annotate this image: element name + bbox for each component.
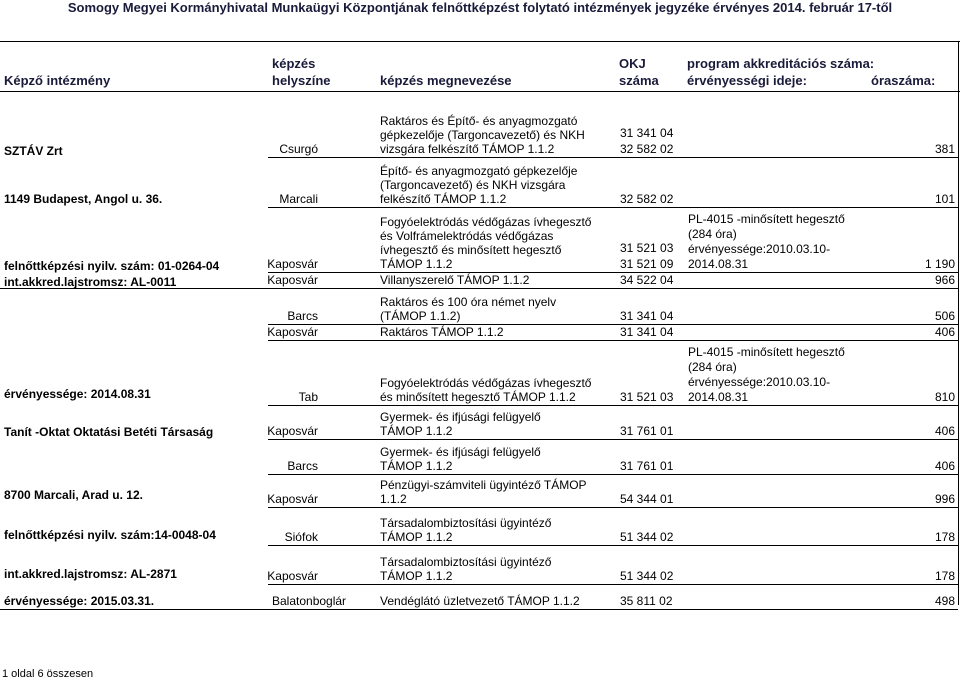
row-4-okj: 31 341 04 bbox=[620, 309, 674, 323]
inst2-name: Tanít -Oktat Oktatási Betéti Társaság bbox=[4, 425, 214, 439]
row-0-oraszam: 381 bbox=[934, 142, 955, 156]
row-2-megnevezes: és Volfrámelektródás védőgázas bbox=[380, 229, 554, 243]
row-separator bbox=[268, 324, 958, 325]
row-9-okj: 54 344 01 bbox=[620, 492, 674, 506]
row-0-megnevezes: Raktáros és Építő- és anyagmozgató bbox=[380, 114, 578, 128]
row-3-okj: 34 522 04 bbox=[620, 273, 674, 287]
row-separator bbox=[268, 609, 958, 610]
row-12-oraszam: 498 bbox=[934, 594, 955, 608]
header-akkred-line1: program akkreditációs száma: bbox=[687, 56, 875, 71]
row-2-helyszin: Kaposvár bbox=[267, 257, 318, 271]
row-10-helyszin: Siófok bbox=[284, 530, 318, 544]
header-okj-line2: száma bbox=[619, 73, 659, 88]
header-helyszin-line1: képzés bbox=[272, 56, 316, 71]
row-7-megnevezes: TÁMOP 1.1.2 bbox=[380, 424, 453, 438]
row-4-megnevezes: Raktáros és 100 óra német nyelv bbox=[380, 295, 557, 309]
row-1-helyszin: Marcali bbox=[279, 192, 318, 206]
row-separator bbox=[268, 507, 958, 508]
row-separator bbox=[268, 288, 958, 289]
row-6-akkred: PL-4015 -minősített hegesztő bbox=[688, 345, 845, 359]
row-2-akkred: érvényessége:2010.03.10- bbox=[688, 242, 831, 256]
header-oraszam: óraszáma: bbox=[871, 73, 936, 88]
row-7-helyszin: Kaposvár bbox=[267, 424, 318, 438]
row-6-okj: 31 521 03 bbox=[620, 390, 674, 404]
table-right-border bbox=[958, 41, 959, 605]
row-6-megnevezes: és minősített hegesztő TÁMOP 1.1.2 bbox=[380, 390, 576, 404]
row-separator bbox=[268, 405, 958, 406]
row-11-megnevezes: TÁMOP 1.1.2 bbox=[380, 569, 453, 583]
row-8-helyszin: Barcs bbox=[287, 459, 318, 473]
row-10-oraszam: 178 bbox=[934, 530, 955, 544]
row-10-megnevezes: Társadalombiztosítási ügyintéző bbox=[380, 516, 552, 530]
row-6-oraszam: 810 bbox=[934, 390, 955, 404]
header-kepzo-intezmeny: Képző intézmény bbox=[4, 73, 111, 88]
row-5-oraszam: 406 bbox=[934, 325, 955, 339]
header-top-border bbox=[0, 41, 960, 42]
row-7-oraszam: 406 bbox=[934, 424, 955, 438]
row-12-okj: 35 811 02 bbox=[620, 594, 673, 608]
row-2-okj: 31 521 03 bbox=[620, 241, 674, 255]
row-6-megnevezes: Fogyóelektródás védőgázas ívhegesztő bbox=[380, 376, 592, 390]
row-1-okj: 32 582 02 bbox=[620, 192, 674, 206]
inst2-akkred: int.akkred.lajstromsz: AL-2871 bbox=[4, 567, 177, 581]
header-megnevezes: képzés megnevezése bbox=[380, 73, 512, 88]
inst1-address: 1149 Budapest, Angol u. 36. bbox=[4, 192, 163, 206]
row-0-okj: 32 582 02 bbox=[620, 142, 674, 156]
row-6-helyszin: Tab bbox=[298, 390, 318, 404]
row-1-oraszam: 101 bbox=[934, 192, 955, 206]
page-footer: 1 oldal 6 összesen bbox=[2, 668, 94, 680]
row-11-helyszin: Kaposvár bbox=[267, 569, 318, 583]
row-9-megnevezes: Pénzügyi-számviteli ügyintéző TÁMOP bbox=[380, 478, 587, 492]
row-2-oraszam: 1 190 bbox=[924, 257, 955, 271]
row-2-megnevezes: Fogyóelektródás védőgázas ívhegesztő bbox=[380, 215, 592, 229]
row-4-helyszin: Barcs bbox=[287, 309, 318, 323]
row-2-megnevezes: ívhegesztő és minősített hegesztő bbox=[380, 243, 562, 257]
row-separator bbox=[268, 439, 958, 440]
row-2-okj: 31 521 09 bbox=[620, 257, 674, 271]
row-separator bbox=[268, 157, 958, 158]
document-title: Somogy Megyei Kormányhivatal Munkaügyi Központjának felnőttképzést folytató intézmények jegyzéke érvényes 2014. február 17-től bbox=[67, 0, 893, 15]
row-3-helyszin: Kaposvár bbox=[267, 273, 318, 287]
row-11-oraszam: 178 bbox=[934, 569, 955, 583]
row-1-megnevezes: Építő- és anyagmozgató gépkezelője bbox=[380, 164, 578, 178]
row-2-akkred: 2014.08.31 bbox=[688, 257, 749, 271]
row-0-okj: 31 341 04 bbox=[620, 126, 674, 140]
row-2-megnevezes: TÁMOP 1.1.2 bbox=[380, 257, 453, 271]
row-7-megnevezes: Gyermek- és ifjúsági felügyelő bbox=[380, 410, 541, 424]
row-separator bbox=[268, 474, 958, 475]
row-5-okj: 31 341 04 bbox=[620, 325, 674, 339]
header-helyszin-line2: helyszíne bbox=[272, 73, 331, 88]
row-4-oraszam: 506 bbox=[934, 309, 955, 323]
row-0-helyszin: Csurgó bbox=[279, 142, 318, 156]
row-11-okj: 51 344 02 bbox=[620, 569, 674, 583]
row-2-akkred: PL-4015 -minősített hegesztő bbox=[688, 212, 845, 226]
row-8-megnevezes: TÁMOP 1.1.2 bbox=[380, 459, 453, 473]
row-4-megnevezes: (TÁMOP 1.1.2) bbox=[380, 309, 461, 323]
header-okj-line1: OKJ bbox=[619, 56, 646, 71]
inst1-nyilv: felnőttképzési nyilv. szám: 01-0264-04 bbox=[4, 259, 220, 273]
row-3-oraszam: 966 bbox=[934, 273, 955, 287]
inst2-address: 8700 Marcali, Arad u. 12. bbox=[4, 488, 143, 502]
row-5-helyszin: Kaposvár bbox=[267, 325, 318, 339]
row-separator bbox=[268, 545, 958, 546]
row-8-okj: 31 761 01 bbox=[620, 459, 674, 473]
row-6-akkred: 2014.08.31 bbox=[688, 390, 749, 404]
row-6-akkred: (284 óra) bbox=[688, 360, 737, 374]
institution-separator bbox=[0, 609, 268, 610]
row-separator bbox=[268, 207, 958, 208]
row-11-megnevezes: Társadalombiztosítási ügyintéző bbox=[380, 555, 552, 569]
row-0-megnevezes: vizsgára felkészítő TÁMOP 1.1.2 bbox=[380, 142, 555, 156]
row-10-okj: 51 344 02 bbox=[620, 530, 674, 544]
row-separator bbox=[268, 340, 958, 341]
row-3-megnevezes: Villanyszerelő TÁMOP 1.1.2 bbox=[380, 273, 530, 287]
inst2-ervenyes: érvényessége: 2015.03.31. bbox=[4, 594, 155, 608]
inst1-name: SZTÁV Zrt bbox=[4, 144, 63, 158]
row-9-megnevezes: 1.1.2 bbox=[380, 492, 407, 506]
row-0-megnevezes: gépkezelője (Targoncavezető) és NKH bbox=[380, 128, 585, 142]
row-12-helyszin: Balatonboglár bbox=[272, 594, 347, 608]
row-1-megnevezes: felkészítő TÁMOP 1.1.2 bbox=[380, 192, 507, 206]
header-akkred-line2: érvényességi ideje: bbox=[687, 73, 807, 88]
institution-separator bbox=[0, 288, 268, 289]
row-9-helyszin: Kaposvár bbox=[267, 492, 318, 506]
inst1-ervenyes: érvényessége: 2014.08.31 bbox=[4, 387, 151, 401]
row-2-akkred: (284 óra) bbox=[688, 227, 737, 241]
row-5-megnevezes: Raktáros TÁMOP 1.1.2 bbox=[380, 325, 504, 339]
inst1-akkred: int.akkred.lajstromsz: AL-0011 bbox=[4, 275, 177, 289]
row-1-megnevezes: (Targoncavezető) és NKH vizsgára bbox=[380, 178, 566, 192]
row-6-akkred: érvényessége:2010.03.10- bbox=[688, 375, 831, 389]
row-8-megnevezes: Gyermek- és ifjúsági felügyelő bbox=[380, 445, 541, 459]
row-8-oraszam: 406 bbox=[934, 459, 955, 473]
row-separator bbox=[268, 584, 958, 585]
row-7-okj: 31 761 01 bbox=[620, 424, 674, 438]
header-bottom-border bbox=[0, 91, 960, 92]
row-separator bbox=[268, 272, 958, 273]
row-12-megnevezes: Vendéglátó üzletvezető TÁMOP 1.1.2 bbox=[380, 594, 580, 608]
inst2-nyilv: felnőttképzési nyilv. szám:14-0048-04 bbox=[4, 528, 216, 542]
row-10-megnevezes: TÁMOP 1.1.2 bbox=[380, 530, 453, 544]
row-9-oraszam: 996 bbox=[934, 492, 955, 506]
